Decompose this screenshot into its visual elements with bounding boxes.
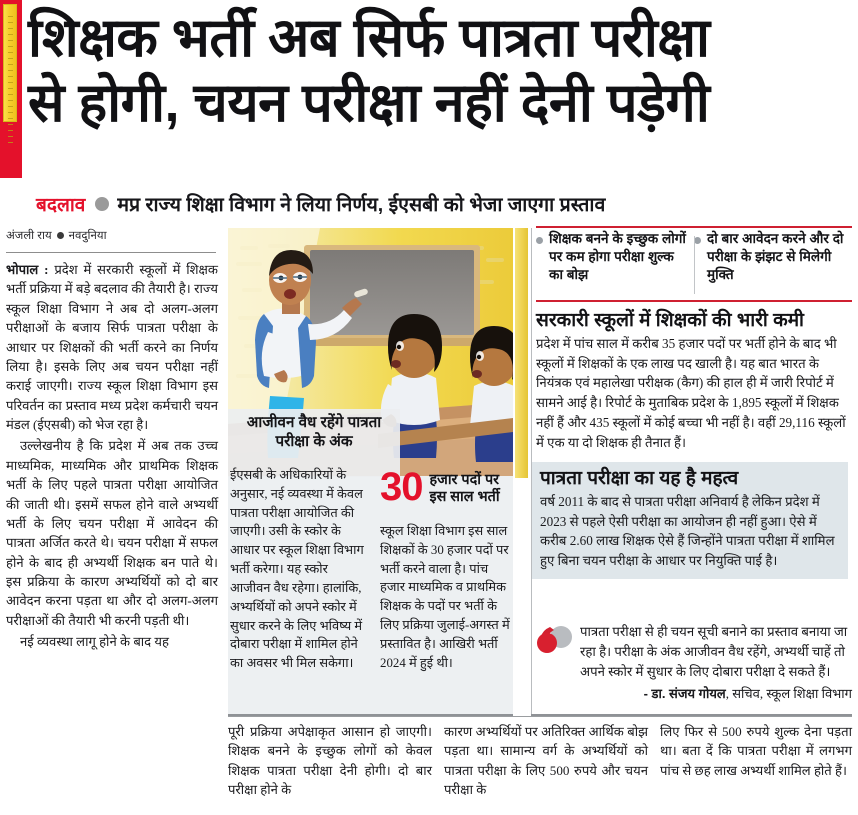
byline-author: अंजली राय xyxy=(6,230,52,242)
stat-label-line-2: इस साल भर्ती xyxy=(429,489,500,506)
bullets-bottom-rule xyxy=(536,300,852,302)
bullet-item xyxy=(536,230,694,284)
rail-ticks xyxy=(8,11,13,123)
student-figure-2 xyxy=(470,326,513,462)
quote-attribution-role: , सचिव, स्कूल शिक्षा विभाग xyxy=(725,686,852,702)
quotation-mark-icon xyxy=(536,624,574,654)
bullet-dot-icon xyxy=(694,237,701,244)
kicker-tag: बदलाव xyxy=(36,194,86,216)
byline-publication: नवदुनिया xyxy=(68,230,107,242)
stat-body: स्कूल शिक्षा विभाग इस साल शिक्षकों के 30 हजार पदों पर भर्ती करने वाला है। पांच हजार माध्यमिक व प्राथमिक शिक्षक के पदों पर भर्ती के लिए प्रक्रिया जुलाई-अगस्त में प्रस्तावित है। आखिरी भर्ती 2024 में हुई थी। xyxy=(380,524,510,670)
stat-block xyxy=(380,465,512,509)
headline-line-1: शिक्षक भर्ती अब सिर्फ पात्रता परीक्षा xyxy=(28,8,710,68)
bullet-dot-icon xyxy=(57,232,64,239)
bullet-dot-icon xyxy=(536,237,543,244)
pull-quote xyxy=(536,622,852,702)
headline xyxy=(28,6,850,136)
section-title: सरकारी स्कूलों में शिक्षकों की भारी कमी xyxy=(536,310,804,331)
bottom-column-3: लिए फिर से 500 रुपये शुल्क देना पड़ता था। बता दें कि पात्रता परीक्षा में लगभग पांच से छह लाख अभ्यर्थी शामिल होते हैं। xyxy=(660,724,852,778)
section-title: पात्रता परीक्षा का यह है महत्व xyxy=(540,468,739,489)
caption-body: ईएसबी के अधिकारियों के अनुसार, नई व्यवस्था में केवल पात्रता परीक्षा आयोजित की जाएगी। उसी के स्कोर के आधार पर स्कूल शिक्षा विभाग भर्ती करेगा। यह स्कोर आजीवन वैध रहेगा। हालांकि, अभ्यर्थियों को अपने स्कोर में सुधार करने के लिए भविष्य में दोबारा परीक्षा में शामिल होने का अवसर भी मिल सकेगा। xyxy=(230,468,364,671)
bullet-item xyxy=(694,230,852,284)
quote-attribution-name: - डा. संजय गोयल xyxy=(643,686,726,702)
byline-divider xyxy=(6,252,216,253)
stat-number: 30 xyxy=(380,465,423,509)
left-yellow-rail xyxy=(3,4,17,122)
bullets-top-rule xyxy=(536,226,852,228)
bullet-text: शिक्षक बनने के इच्छुक लोगों पर कम होगा परीक्षा शुल्क का बोझ xyxy=(549,231,686,282)
bottom-section-top-rule xyxy=(228,716,852,717)
bullet-dot-icon xyxy=(95,197,109,211)
section-exam-importance xyxy=(532,462,848,579)
quote-attribution xyxy=(536,684,852,702)
stat-label-line-1: हजार पदों पर xyxy=(429,472,500,488)
section-teacher-shortage xyxy=(536,310,852,453)
left-body-column xyxy=(6,260,218,652)
section-body: प्रदेश में पांच साल में करीब 35 हजार पदों पर भर्ती होने के बाद भी स्कूलों में शिक्षकों के एक लाख पद खाली है। यह बात भारत के नियंत्रक एवं महालेखा परीक्षक (कैग) की हाल ही में जारी रिपोर्ट में सामने आई है। रिपोर्ट के मुताबिक प्रदेश के 1,895 स्कूलों में शिक्षक नहीं हैं और 435 स्कूलों में कोई बच्चा भी नहीं है। वहीं 29,116 स्कूलों में एक या दो शिक्षक ही तैनात हैं। xyxy=(536,335,846,450)
kicker-row xyxy=(34,190,844,217)
headline-line-2: से होगी, चयन परीक्षा नहीं देनी पड़ेगी xyxy=(28,72,710,133)
caption-title: आजीवन वैध रहेंगे पात्रता परीक्षा के अंक xyxy=(246,414,382,450)
byline xyxy=(6,228,218,243)
stat-label xyxy=(430,470,500,507)
left-paragraph-1-text: प्रदेश में सरकारी स्कूलों में शिक्षक भर्ती प्रक्रिया में बड़े बदलाव की तैयारी है। राज्य स्कूल शिक्षा विभाग ने अब दो अलग-अलग परीक्षाओं के बजाय सिर्फ पात्रता परीक्षा के आधार पर शिक्षकों की भर्ती करने का निर्णय लिया है। इसके लिए अब चयन परीक्षा नहीं कराई जाएगी। राज्य स्कूल शिक्षा विभाग इस परिवर्तन का प्रस्ताव मध्य प्रदेश कर्मचारी चयन मंडल (ईएसबी) को भेज रहा है। xyxy=(6,262,218,432)
bullets-divider xyxy=(694,236,695,294)
left-paragraph-1 xyxy=(6,260,218,434)
bottom-column-1: पूरी प्रक्रिया अपेक्षाकृत आसान हो जाएगी। शिक्षक बनने के इच्छुक लोगों को केवल शिक्षक पात्रता परीक्षा देनी होगी। दो बार परीक्षा होने के xyxy=(228,724,432,798)
left-paragraph-3: नई व्यवस्था लागू होने के बाद यह xyxy=(20,634,169,650)
quote-text: पात्रता परीक्षा से ही चयन सूची बनाने का प्रस्ताव बनाया जा रहा है। परीक्षा के अंक आजीवन वैध रहेंगे, अभ्यर्थी चाहें तो अपने स्कोर में सुधार के लिए दोबारा परीक्षा दे सकते हैं। xyxy=(580,624,848,680)
left-red-rail xyxy=(0,0,22,178)
section-body: वर्ष 2011 के बाद से पात्रता परीक्षा अनिवार्य है लेकिन प्रदेश में 2023 से पहले ऐसी परीक्षा का आयोजन ही नहीं हुआ। ऐसे में करीब 2.60 लाख शिक्षक ऐसे हैं जिन्होंने पात्रता परीक्षा में शामिल हुए बिना चयन परीक्षा के आधार पर नियुक्ति पाई है। xyxy=(540,493,835,569)
left-paragraph-2: उल्लेखनीय है कि प्रदेश में अब तक उच्च माध्यमिक, माध्यमिक और प्राथमिक शिक्षक भर्ती के लिए पहले पात्रता परीक्षा आयोजित की जाती थी। इसमें सफल होने वाले अभ्यर्थी भर्ती के लिए चयन परीक्षा में आवेदन की पात्रता अर्जित करते थे। चयन परीक्षा में सफल होने के बाद ही अभ्यर्थी शिक्षक बन पाते थे। इस प्रक्रिया के कारण अभ्यर्थियों को दो बार आवेदन करना पड़ता था और दो अलग-अलग परीक्षाओं की तैयारी भी करनी पड़ती थी। xyxy=(6,438,218,628)
bottom-column-2: कारण अभ्यर्थियों पर अतिरिक्त आर्थिक बोझ पड़ता था। सामान्य वर्ग के अभ्यर्थियों को पात्रता परीक्षा के लिए 500 रुपये और चयन परीक्षा के xyxy=(444,724,648,798)
bullet-text: दो बार आवेदन करने और दो परीक्षा के झंझट से मिलेगी मुक्ति xyxy=(707,231,844,282)
right-yellow-rail xyxy=(515,228,528,478)
dateline: भोपाल : xyxy=(6,262,55,277)
kicker-subhead: मप्र राज्य शिक्षा विभाग ने लिया निर्णय, ईएसबी को भेजा जाएगा प्रस्ताव xyxy=(117,194,606,216)
